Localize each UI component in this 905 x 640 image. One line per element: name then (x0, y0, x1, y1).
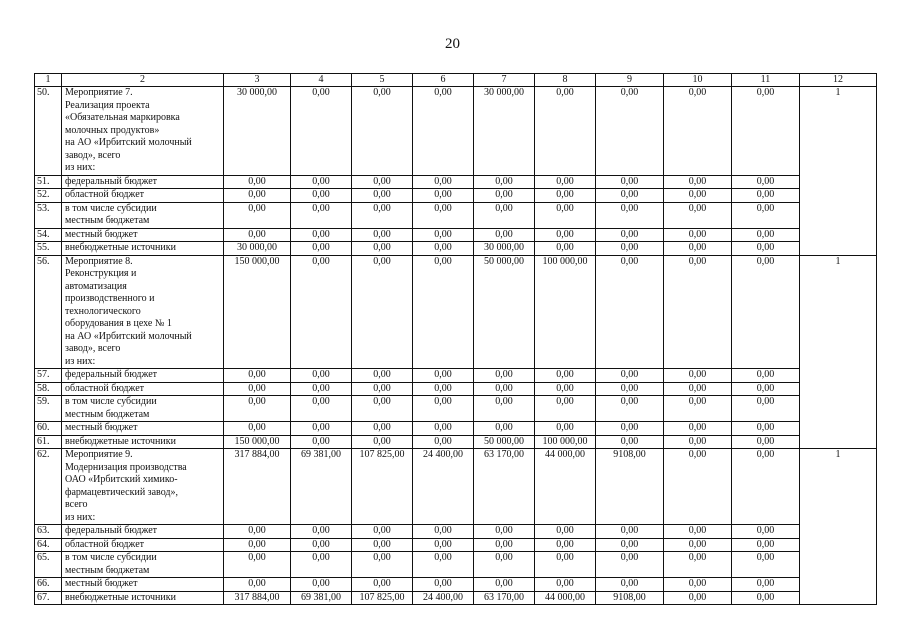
value-cell: 0,00 (474, 578, 535, 592)
value-cell: 0,00 (474, 422, 535, 436)
funding-source-label: внебюджетные источники (62, 435, 224, 449)
value-cell: 0,00 (664, 552, 732, 578)
value-cell: 0,00 (596, 202, 664, 228)
value-cell: 0,00 (535, 538, 596, 552)
value-cell: 0,00 (732, 591, 800, 605)
funding-source-label: федеральный бюджет (62, 525, 224, 539)
value-cell: 107 825,00 (352, 449, 413, 525)
value-cell: 0,00 (291, 422, 352, 436)
value-cell: 0,00 (596, 422, 664, 436)
activity-row (35, 449, 877, 525)
column-header: 2 (62, 74, 224, 87)
value-cell: 44 000,00 (535, 449, 596, 525)
value-cell: 0,00 (224, 422, 291, 436)
value-cell: 317 884,00 (224, 449, 291, 525)
value-cell: 0,00 (535, 396, 596, 422)
value-cell: 0,00 (224, 228, 291, 242)
activity-row (35, 87, 877, 176)
value-cell: 0,00 (291, 382, 352, 396)
funding-source-row (35, 382, 877, 396)
funding-source-row (35, 435, 877, 449)
column-header: 10 (664, 74, 732, 87)
column-header: 4 (291, 74, 352, 87)
value-cell: 0,00 (474, 538, 535, 552)
value-cell: 0,00 (413, 435, 474, 449)
value-cell: 0,00 (224, 189, 291, 203)
value-cell: 44 000,00 (535, 591, 596, 605)
value-cell: 0,00 (732, 189, 800, 203)
column-12-value: 1 (800, 449, 877, 605)
funding-source-row (35, 175, 877, 189)
value-cell: 0,00 (474, 175, 535, 189)
value-cell: 0,00 (474, 525, 535, 539)
value-cell: 0,00 (291, 538, 352, 552)
value-cell: 9108,00 (596, 449, 664, 525)
row-number: 50. (35, 87, 62, 176)
column-12-value: 1 (800, 255, 877, 449)
funding-source-row (35, 202, 877, 228)
value-cell: 0,00 (413, 175, 474, 189)
value-cell: 0,00 (413, 87, 474, 176)
value-cell: 0,00 (664, 396, 732, 422)
value-cell: 100 000,00 (535, 255, 596, 369)
value-cell: 0,00 (664, 538, 732, 552)
value-cell: 0,00 (352, 175, 413, 189)
value-cell: 0,00 (291, 202, 352, 228)
column-header: 8 (535, 74, 596, 87)
funding-source-row (35, 189, 877, 203)
value-cell: 0,00 (596, 525, 664, 539)
column-header: 7 (474, 74, 535, 87)
value-cell: 0,00 (535, 382, 596, 396)
value-cell: 0,00 (474, 552, 535, 578)
funding-source-label: областной бюджет (62, 382, 224, 396)
column-header: 5 (352, 74, 413, 87)
funding-source-row (35, 578, 877, 592)
value-cell: 0,00 (596, 255, 664, 369)
value-cell: 0,00 (224, 202, 291, 228)
value-cell: 0,00 (352, 228, 413, 242)
value-cell: 100 000,00 (535, 435, 596, 449)
value-cell: 0,00 (413, 578, 474, 592)
value-cell: 0,00 (413, 396, 474, 422)
funding-source-row (35, 591, 877, 605)
value-cell: 0,00 (535, 578, 596, 592)
funding-source-label: в том числе субсидии местным бюджетам (62, 552, 224, 578)
value-cell: 0,00 (413, 202, 474, 228)
value-cell: 0,00 (664, 255, 732, 369)
row-number: 55. (35, 242, 62, 256)
value-cell: 0,00 (732, 538, 800, 552)
column-header: 11 (732, 74, 800, 87)
value-cell: 0,00 (596, 552, 664, 578)
funding-source-row (35, 552, 877, 578)
column-12-value: 1 (800, 87, 877, 256)
value-cell: 0,00 (352, 189, 413, 203)
value-cell: 0,00 (474, 382, 535, 396)
activity-description: Мероприятие 7. Реализация проекта «Обязательная маркировка молочных продуктов» на АО «Ирбитский молочный завод», всего из них: (62, 87, 224, 176)
value-cell: 0,00 (664, 435, 732, 449)
funding-source-row (35, 422, 877, 436)
value-cell: 30 000,00 (224, 87, 291, 176)
column-header: 1 (35, 74, 62, 87)
value-cell: 0,00 (291, 87, 352, 176)
value-cell: 0,00 (732, 525, 800, 539)
value-cell: 0,00 (664, 242, 732, 256)
funding-source-row (35, 538, 877, 552)
value-cell: 0,00 (352, 552, 413, 578)
value-cell: 0,00 (664, 449, 732, 525)
value-cell: 0,00 (596, 396, 664, 422)
value-cell: 0,00 (732, 552, 800, 578)
value-cell: 0,00 (535, 189, 596, 203)
funding-source-label: федеральный бюджет (62, 369, 224, 383)
value-cell: 0,00 (352, 87, 413, 176)
value-cell: 0,00 (535, 369, 596, 383)
value-cell: 0,00 (535, 242, 596, 256)
value-cell: 317 884,00 (224, 591, 291, 605)
row-number: 60. (35, 422, 62, 436)
value-cell: 0,00 (535, 87, 596, 176)
row-number: 65. (35, 552, 62, 578)
row-number: 67. (35, 591, 62, 605)
value-cell: 0,00 (732, 228, 800, 242)
value-cell: 0,00 (291, 525, 352, 539)
value-cell: 0,00 (413, 369, 474, 383)
value-cell: 0,00 (664, 422, 732, 436)
activity-row (35, 255, 877, 369)
column-header: 12 (800, 74, 877, 87)
funding-source-label: федеральный бюджет (62, 175, 224, 189)
funding-source-label: внебюджетные источники (62, 242, 224, 256)
funding-source-label: местный бюджет (62, 228, 224, 242)
value-cell: 0,00 (291, 369, 352, 383)
value-cell: 0,00 (352, 382, 413, 396)
value-cell: 0,00 (474, 369, 535, 383)
value-cell: 0,00 (474, 228, 535, 242)
value-cell: 0,00 (413, 382, 474, 396)
value-cell: 0,00 (535, 422, 596, 436)
value-cell: 0,00 (224, 538, 291, 552)
value-cell: 0,00 (224, 525, 291, 539)
value-cell: 0,00 (596, 382, 664, 396)
funding-source-label: в том числе субсидии местным бюджетам (62, 396, 224, 422)
value-cell: 0,00 (596, 578, 664, 592)
value-cell: 0,00 (596, 369, 664, 383)
value-cell: 150 000,00 (224, 255, 291, 369)
value-cell: 107 825,00 (352, 591, 413, 605)
value-cell: 0,00 (291, 242, 352, 256)
value-cell: 0,00 (732, 255, 800, 369)
value-cell: 0,00 (732, 87, 800, 176)
row-number: 64. (35, 538, 62, 552)
value-cell: 0,00 (535, 228, 596, 242)
value-cell: 63 170,00 (474, 591, 535, 605)
value-cell: 0,00 (664, 175, 732, 189)
activity-description: Мероприятие 9. Модернизация производства ОАО «Ирбитский химико- фармацевтический завод», всего из них: (62, 449, 224, 525)
row-number: 51. (35, 175, 62, 189)
value-cell: 0,00 (413, 538, 474, 552)
value-cell: 0,00 (352, 422, 413, 436)
value-cell: 0,00 (291, 228, 352, 242)
value-cell: 0,00 (224, 382, 291, 396)
value-cell: 0,00 (596, 228, 664, 242)
value-cell: 0,00 (596, 175, 664, 189)
funding-source-row (35, 369, 877, 383)
funding-source-label: местный бюджет (62, 422, 224, 436)
page-number: 20 (445, 36, 460, 52)
funding-source-label: областной бюджет (62, 189, 224, 203)
value-cell: 0,00 (664, 369, 732, 383)
value-cell: 50 000,00 (474, 435, 535, 449)
value-cell: 0,00 (352, 525, 413, 539)
value-cell: 0,00 (352, 369, 413, 383)
value-cell: 0,00 (352, 202, 413, 228)
value-cell: 0,00 (732, 422, 800, 436)
header-row (35, 74, 877, 87)
value-cell: 0,00 (732, 202, 800, 228)
value-cell: 24 400,00 (413, 449, 474, 525)
column-header: 3 (224, 74, 291, 87)
value-cell: 0,00 (352, 538, 413, 552)
value-cell: 0,00 (535, 552, 596, 578)
value-cell: 0,00 (535, 525, 596, 539)
row-number: 53. (35, 202, 62, 228)
value-cell: 0,00 (291, 255, 352, 369)
value-cell: 69 381,00 (291, 449, 352, 525)
funding-source-label: областной бюджет (62, 538, 224, 552)
row-number: 62. (35, 449, 62, 525)
value-cell: 0,00 (732, 369, 800, 383)
value-cell: 0,00 (413, 525, 474, 539)
row-number: 58. (35, 382, 62, 396)
value-cell: 24 400,00 (413, 591, 474, 605)
value-cell: 0,00 (352, 396, 413, 422)
row-number: 56. (35, 255, 62, 369)
value-cell: 0,00 (224, 552, 291, 578)
activity-description: Мероприятие 8. Реконструкция и автоматизация производственного и технологического оборудования в цехе № 1 на АО «Ирбитский молочный завод», всего из них: (62, 255, 224, 369)
budget-table (34, 73, 877, 605)
funding-source-row (35, 396, 877, 422)
value-cell: 30 000,00 (224, 242, 291, 256)
value-cell: 63 170,00 (474, 449, 535, 525)
value-cell: 0,00 (664, 382, 732, 396)
value-cell: 0,00 (596, 435, 664, 449)
value-cell: 0,00 (224, 369, 291, 383)
value-cell: 0,00 (291, 175, 352, 189)
value-cell: 0,00 (664, 228, 732, 242)
funding-source-label: в том числе субсидии местным бюджетам (62, 202, 224, 228)
table-body (35, 74, 877, 605)
value-cell: 0,00 (535, 202, 596, 228)
value-cell: 0,00 (535, 175, 596, 189)
column-header: 9 (596, 74, 664, 87)
value-cell: 0,00 (732, 242, 800, 256)
value-cell: 0,00 (413, 189, 474, 203)
value-cell: 0,00 (224, 578, 291, 592)
value-cell: 0,00 (413, 255, 474, 369)
value-cell: 30 000,00 (474, 242, 535, 256)
value-cell: 0,00 (291, 552, 352, 578)
value-cell: 0,00 (732, 396, 800, 422)
funding-source-row (35, 525, 877, 539)
value-cell: 0,00 (664, 87, 732, 176)
row-number: 61. (35, 435, 62, 449)
value-cell: 0,00 (413, 552, 474, 578)
value-cell: 0,00 (291, 578, 352, 592)
row-number: 52. (35, 189, 62, 203)
value-cell: 0,00 (413, 228, 474, 242)
row-number: 59. (35, 396, 62, 422)
value-cell: 0,00 (596, 538, 664, 552)
value-cell: 150 000,00 (224, 435, 291, 449)
value-cell: 0,00 (732, 382, 800, 396)
row-number: 63. (35, 525, 62, 539)
value-cell: 0,00 (664, 591, 732, 605)
value-cell: 0,00 (596, 189, 664, 203)
value-cell: 30 000,00 (474, 87, 535, 176)
value-cell: 0,00 (664, 525, 732, 539)
row-number: 66. (35, 578, 62, 592)
value-cell: 0,00 (664, 202, 732, 228)
column-header: 6 (413, 74, 474, 87)
row-number: 57. (35, 369, 62, 383)
value-cell: 0,00 (474, 202, 535, 228)
value-cell: 0,00 (732, 578, 800, 592)
value-cell: 0,00 (732, 449, 800, 525)
value-cell: 0,00 (291, 396, 352, 422)
value-cell: 0,00 (732, 175, 800, 189)
value-cell: 0,00 (596, 242, 664, 256)
value-cell: 0,00 (352, 578, 413, 592)
value-cell: 0,00 (291, 189, 352, 203)
funding-source-row (35, 242, 877, 256)
value-cell: 0,00 (224, 396, 291, 422)
value-cell: 50 000,00 (474, 255, 535, 369)
value-cell: 0,00 (224, 175, 291, 189)
funding-source-label: внебюджетные источники (62, 591, 224, 605)
value-cell: 69 381,00 (291, 591, 352, 605)
funding-source-row (35, 228, 877, 242)
value-cell: 0,00 (664, 578, 732, 592)
value-cell: 0,00 (596, 87, 664, 176)
value-cell: 0,00 (732, 435, 800, 449)
funding-source-label: местный бюджет (62, 578, 224, 592)
row-number: 54. (35, 228, 62, 242)
value-cell: 0,00 (352, 255, 413, 369)
value-cell: 0,00 (352, 242, 413, 256)
value-cell: 0,00 (291, 435, 352, 449)
value-cell: 0,00 (352, 435, 413, 449)
value-cell: 0,00 (474, 396, 535, 422)
value-cell: 9108,00 (596, 591, 664, 605)
value-cell: 0,00 (474, 189, 535, 203)
value-cell: 0,00 (413, 422, 474, 436)
value-cell: 0,00 (664, 189, 732, 203)
value-cell: 0,00 (413, 242, 474, 256)
